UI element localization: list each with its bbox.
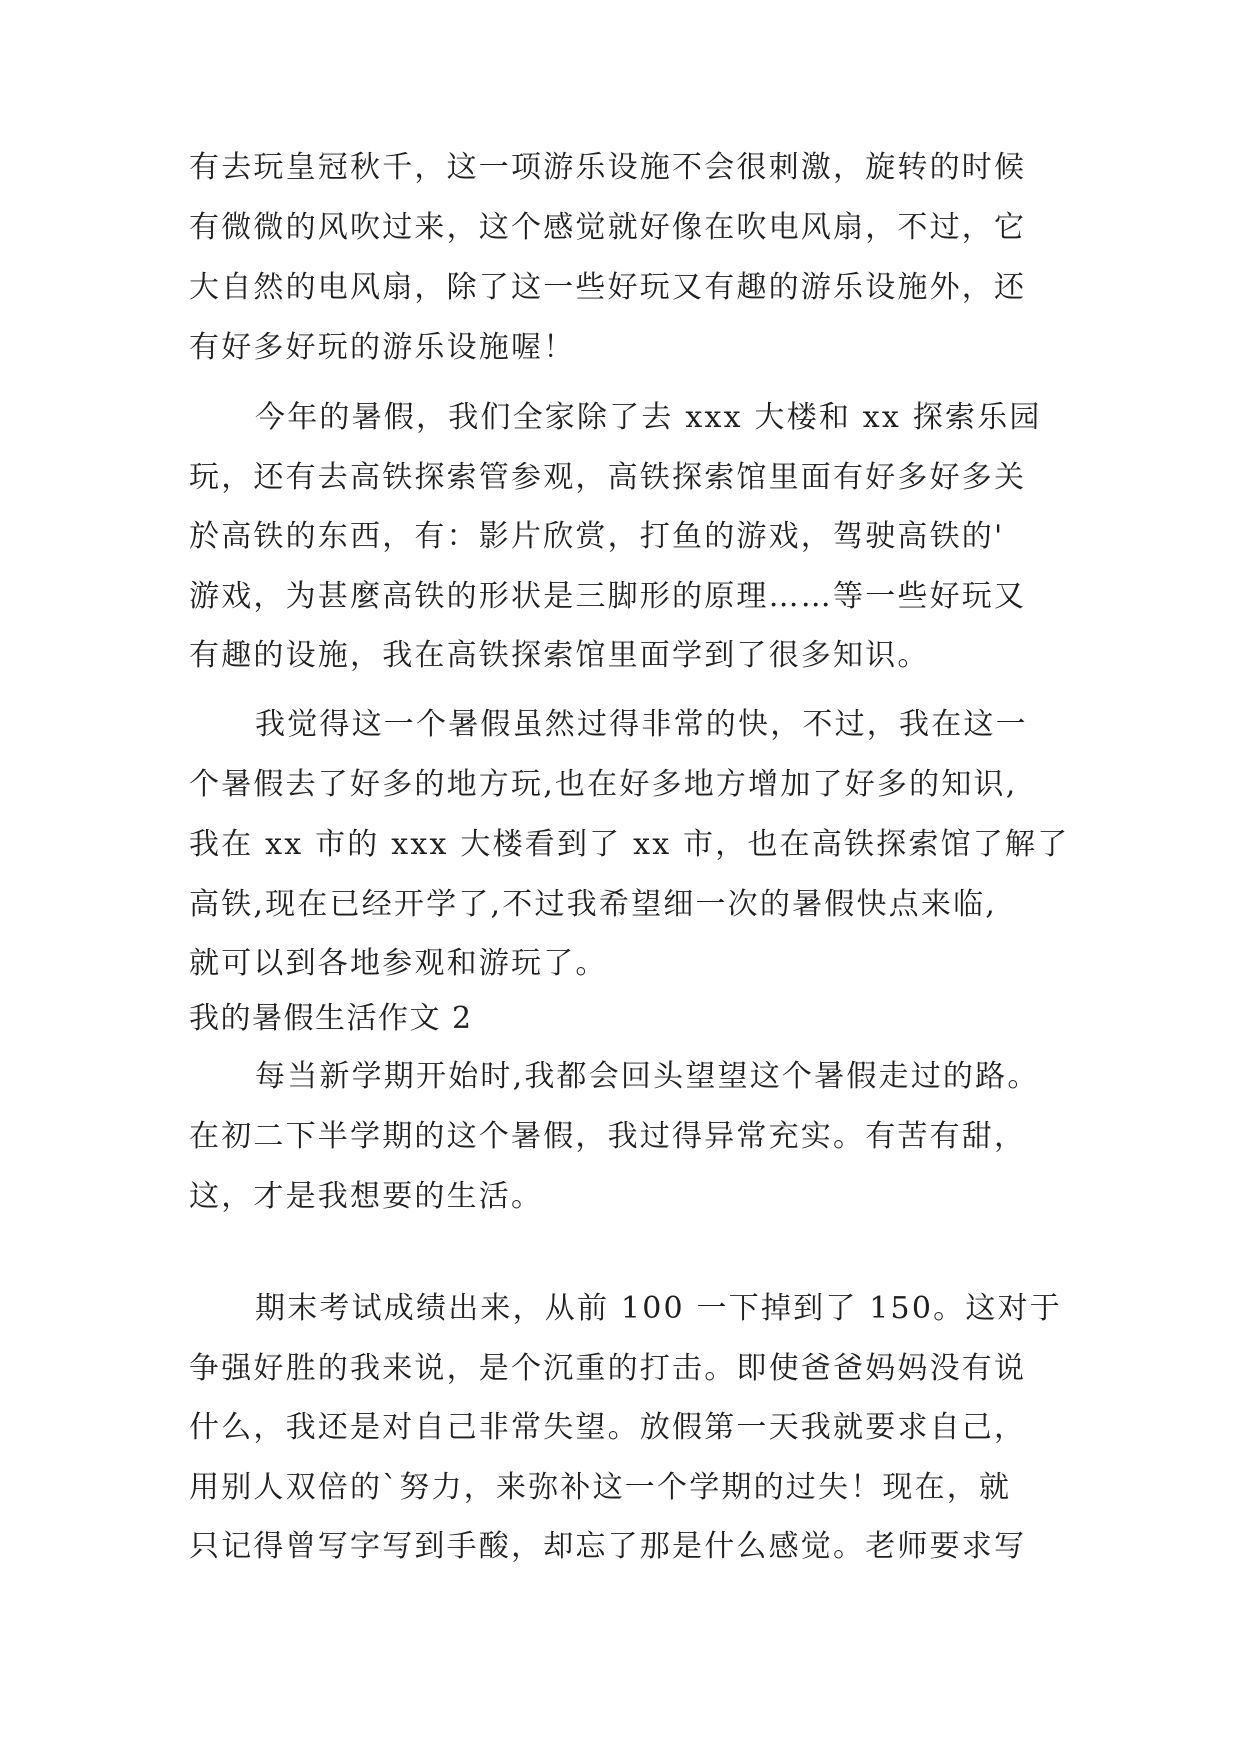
text-line: 有微微的风吹过来，这个感觉就好像在吹电风扇，不过，它 [189, 210, 1027, 245]
text-line: 高铁,现在已经开学了,不过我希望细一次的暑假快点来临, [189, 887, 998, 922]
text-line: 玩，还有去高铁探索管参观，高铁探索馆里面有好多好多关 [189, 460, 1027, 495]
text-line: 什么，我还是对自己非常失望。放假第一天我就要求自己， [189, 1410, 1027, 1445]
paragraph-first-line: 我觉得这一个暑假虽然过得非常的快，不过，我在这一 [255, 707, 1028, 742]
text-line: 这，才是我想要的生活。 [189, 1179, 544, 1214]
text-line: 个暑假去了好多的地方玩,也在好多地方增加了好多的知识, [189, 767, 1018, 802]
text-line: 有趣的设施，我在高铁探索馆里面学到了很多知识。 [189, 638, 930, 673]
paragraph-first-line: 每当新学期开始时,我都会回头望望这个暑假走过的路。 [255, 1059, 1040, 1094]
text-line: 有好多好玩的游乐设施喔！ [189, 330, 576, 365]
section-heading: 我的暑假生活作文 2 [189, 1001, 473, 1036]
text-line: 游戏，为甚麼高铁的形状是三脚形的原理……等一些好玩又 [189, 579, 1027, 614]
text-line: 在初二下半学期的这个暑假，我过得异常充实。有苦有甜， [189, 1119, 1027, 1154]
text-line: 於高铁的东西，有：影片欣赏，打鱼的游戏，驾驶高铁的' [189, 519, 1005, 554]
text-line: 用别人双倍的`努力，来弥补这一个学期的过失！现在，就 [189, 1470, 1012, 1505]
paragraph-first-line: 期末考试成绩出来，从前 100 一下掉到了 150。这对于 [255, 1291, 1062, 1326]
paragraph-first-line: 今年的暑假，我们全家除了去 xxx 大楼和 xx 探索乐园 [255, 400, 1042, 435]
text-line: 我在 xx 市的 xxx 大楼看到了 xx 市，也在高铁探索馆了解了 [189, 827, 1070, 862]
text-line: 争强好胜的我来说，是个沉重的打击。即使爸爸妈妈没有说 [189, 1351, 1027, 1386]
text-line: 有去玩皇冠秋千，这一项游乐设施不会很刺激，旋转的时候 [189, 150, 1027, 185]
text-line: 大自然的电风扇，除了这一些好玩又有趣的游乐设施外，还 [189, 270, 1027, 305]
text-line: 就可以到各地参观和游玩了。 [189, 946, 608, 981]
text-line: 只记得曾写字写到手酸，却忘了那是什么感觉。老师要求写 [189, 1529, 1027, 1564]
